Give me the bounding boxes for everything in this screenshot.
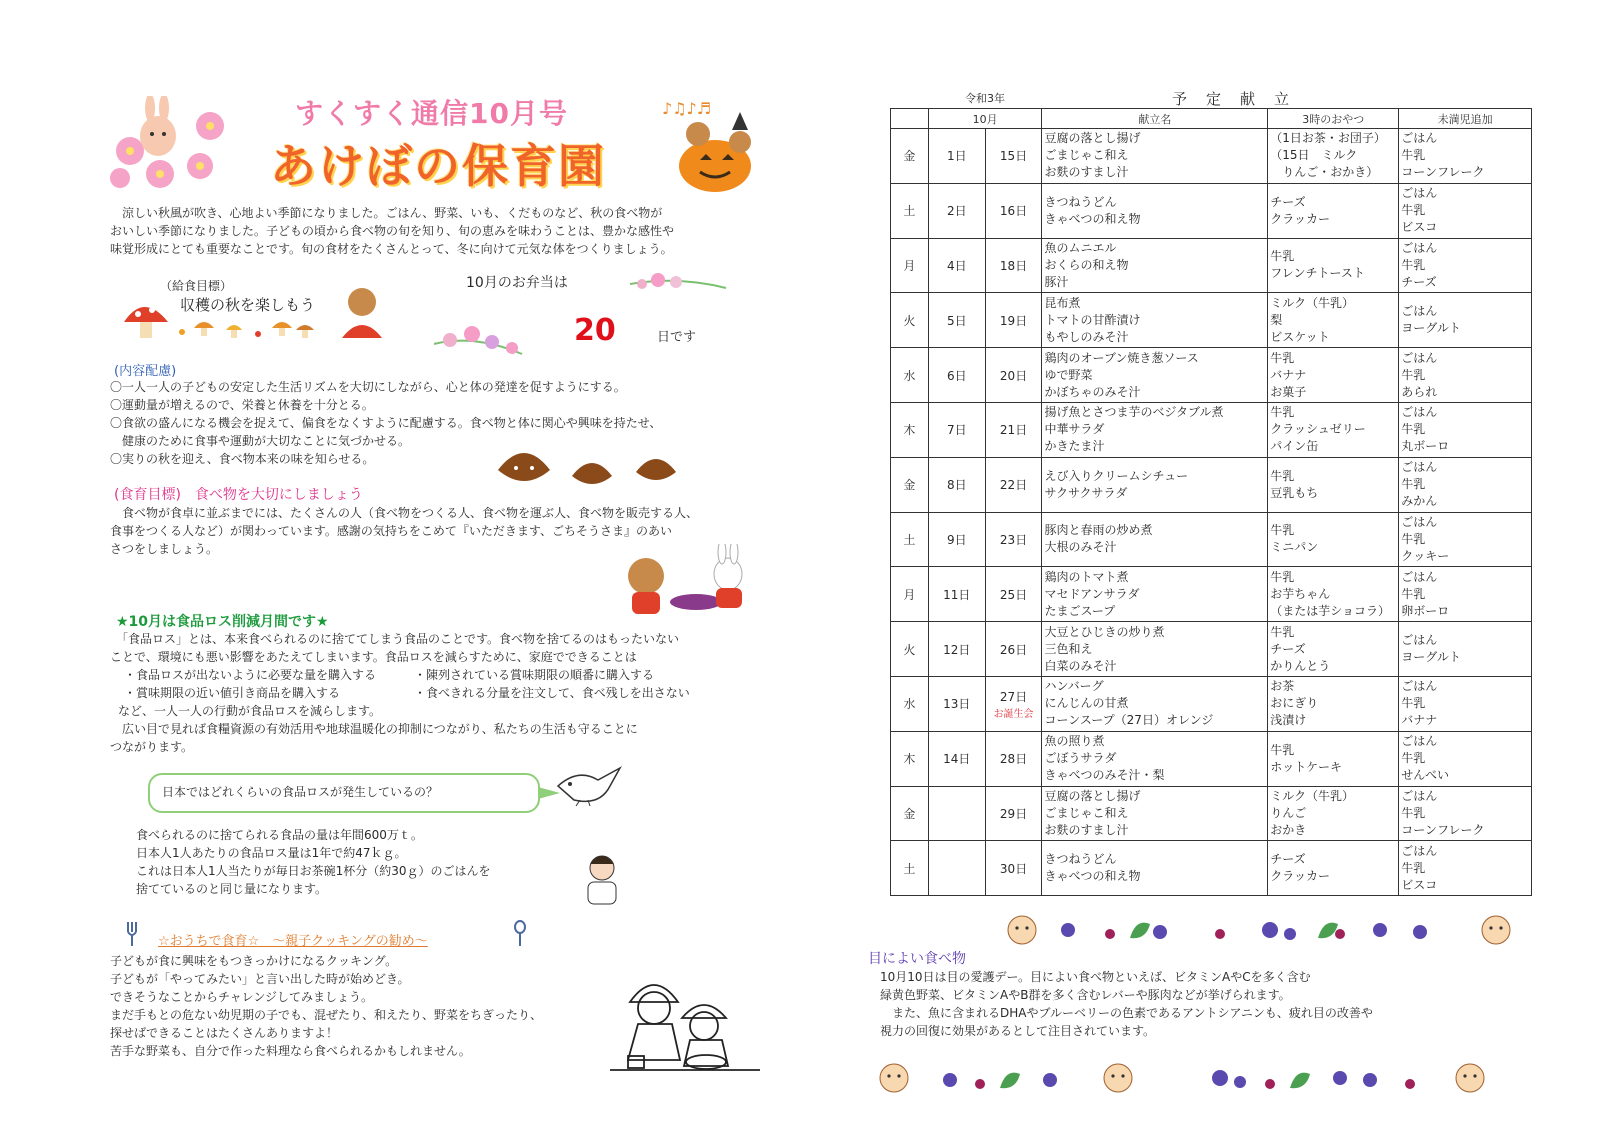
- menu-cell-snack: [1268, 183, 1399, 238]
- answer-line: これは日本人1人当たりが毎日お茶碗1杯分（約30ｇ）のごはんを: [136, 864, 491, 878]
- menu-cell-snack-text: チーズ クラッカー: [1270, 852, 1331, 884]
- menu-cell-date1: [928, 457, 985, 512]
- menu-cell-date1-text: 14日: [943, 752, 971, 767]
- menu-cell-snack-text: 牛乳 お芋ちゃん （または芋ショコラ）: [1270, 569, 1391, 618]
- menu-cell-infant-text: ごはん 牛乳 コーンフレーク: [1401, 131, 1485, 180]
- menu-cell-infant: [1399, 567, 1532, 622]
- menu-cell-date2-text: 20日: [999, 368, 1028, 383]
- cooking-heading: ☆おうちで食育☆ ～親子クッキングの勧め～: [158, 934, 428, 949]
- menu-cell-dow: [891, 238, 929, 293]
- pumpkin-bears-illustration: [660, 96, 780, 196]
- menu-cell-infant-text: ごはん 牛乳 ビスコ: [1401, 843, 1438, 892]
- menu-cell-dish-text: 昆布煮 トマトの甘酢漬け もやしのみそ汁: [1044, 295, 1141, 344]
- menu-cell-dow-text: 金: [903, 806, 916, 821]
- menu-row: [891, 731, 1532, 786]
- menu-cell-date1-text: 8日: [946, 478, 967, 493]
- menu-cell-date2: [985, 183, 1042, 238]
- menu-cell-date1-text: 7日: [946, 423, 967, 438]
- flower-sprig-illustration-2: [430, 320, 525, 360]
- menu-cell-date1: [928, 622, 985, 677]
- menu-cell-dow-text: 木: [903, 423, 916, 438]
- menu-cell-snack: [1268, 731, 1399, 786]
- menu-cell-date2-text: 30日: [999, 861, 1028, 876]
- menu-cell-infant: [1399, 457, 1532, 512]
- menu-cell-date1-text: 2日: [946, 204, 967, 219]
- menu-cell-infant-text: ごはん 牛乳 あられ: [1401, 350, 1438, 399]
- menu-cell-date2: [985, 676, 1042, 731]
- menu-cell-dish: [1042, 567, 1268, 622]
- cooking-line: 子どもが食に興味をもつきっかけになるクッキング。: [110, 954, 398, 968]
- foodloss-line: つながります。: [110, 740, 194, 754]
- menu-cell-snack: [1268, 457, 1399, 512]
- menu-row: [891, 841, 1532, 896]
- menu-cell-snack: [1268, 512, 1399, 567]
- cooking-line: できそうなことからチャレンジしてみましょう。: [110, 990, 374, 1004]
- foodloss-bullet: ・食べきれる分量を注文して、食べ残しを出さない: [414, 686, 690, 700]
- goal-text: 収穫の秋を楽しもう: [180, 296, 316, 314]
- menu-cell-date1-text: 12日: [943, 642, 971, 657]
- menu-cell-date1: [928, 512, 985, 567]
- menu-cell-dish-text: 魚のムニエル おくらの和え物 豚汁: [1044, 240, 1129, 289]
- menu-cell-date2: [985, 731, 1042, 786]
- menu-cell-date2-text: 28日: [999, 752, 1028, 767]
- menu-cell-infant: [1399, 622, 1532, 677]
- menu-cell-dish: [1042, 293, 1268, 348]
- cooking-line: まだ手もとの危ない幼児期の子でも、混ぜたり、和えたり、野菜をちぎったり、: [110, 1008, 543, 1022]
- menu-cell-dish-text: 豚肉と春雨の炒め煮 大根のみそ汁: [1044, 523, 1153, 555]
- menu-cell-snack-text: 牛乳 フレンチトースト: [1270, 249, 1365, 281]
- menu-cell-infant-text: ごはん 牛乳 コーンフレーク: [1401, 788, 1485, 837]
- menu-cell-date2-text: 21日: [999, 423, 1028, 438]
- menu-cell-dow-text: 土: [903, 532, 916, 547]
- cooking-line: 探せばできることはたくさんありますよ！: [110, 1026, 339, 1040]
- menu-cell-snack-text: ミルク（牛乳） りんご おかき: [1270, 788, 1355, 837]
- menu-cell-dish-text: 魚の照り煮 ごぼうサラダ きゃべつのみそ汁・梨: [1044, 734, 1165, 783]
- bento-label: 10月のお弁当は: [466, 275, 568, 291]
- menu-cell-date2-text: 27日: [999, 689, 1028, 704]
- mushroom-bear-illustration: [120, 282, 390, 352]
- menu-cell-date1: [928, 129, 985, 184]
- menu-table: [890, 108, 1532, 896]
- bird-illustration: [552, 760, 632, 808]
- menu-cell-snack-text: （1日お茶・お団子） （15日 ミルク りんご・おかき）: [1270, 131, 1386, 180]
- menu-cell-infant-text: ごはん 牛乳 クッキー: [1401, 514, 1450, 563]
- menu-cell-date2: [985, 841, 1042, 896]
- menu-cell-date2-text: 18日: [999, 258, 1028, 273]
- menu-cell-dish: [1042, 512, 1268, 567]
- menu-cell-date1: [928, 293, 985, 348]
- menu-cell-infant: [1399, 512, 1532, 567]
- menu-cell-infant-text: ごはん 牛乳 せんべい: [1401, 734, 1449, 783]
- menu-cell-date1-text: 4日: [946, 258, 967, 273]
- foodloss-line: など、一人一人の行動が食品ロスを減らします。: [118, 704, 382, 718]
- menu-row: [891, 512, 1532, 567]
- menu-cell-dish-text: きつねうどん きゃべつの和え物: [1044, 852, 1141, 884]
- menu-cell-date1-text: 6日: [946, 368, 967, 383]
- menu-cell-dish: [1042, 183, 1268, 238]
- foodloss-line: 広い目で見れば食糧資源の有効活用や地球温暖化の抑制につながり、私たちの生活も守ることに: [110, 722, 638, 736]
- bento-suffix: 日です: [657, 330, 697, 345]
- menu-row: [891, 183, 1532, 238]
- menu-cell-dow: [891, 512, 929, 567]
- menu-row: [891, 622, 1532, 677]
- menu-cell-snack: [1268, 238, 1399, 293]
- menu-cell-snack: [1268, 841, 1399, 896]
- menu-cell-date2: [985, 457, 1042, 512]
- menu-cell-infant: [1399, 129, 1532, 184]
- answer-line: 捨てているのと同じ量になります。: [136, 882, 328, 896]
- menu-cell-dow-text: 月: [903, 587, 916, 602]
- menu-row: [891, 457, 1532, 512]
- menu-cell-infant: [1399, 402, 1532, 457]
- menu-cell-snack: [1268, 567, 1399, 622]
- foodloss-line: 「食品ロス」とは、本来食べられるのに捨ててしまう食品のことです。食べ物を捨てるのはもったいない: [110, 632, 680, 646]
- eye-food-heading: 目によい食べ物: [868, 951, 966, 967]
- menu-cell-date2: [985, 238, 1042, 293]
- menu-cell-infant: [1399, 786, 1532, 841]
- menu-cell-dish-text: 鶏肉のオーブン焼き葱ソース ゆで野菜 かぼちゃのみそ汁: [1044, 350, 1199, 399]
- question-bubble: [148, 773, 540, 813]
- menu-cell-dow: [891, 402, 929, 457]
- menu-cell-dow-text: 火: [903, 642, 916, 657]
- eye-food-line: 視力の回復に効果があるとして注目されています。: [880, 1024, 1156, 1038]
- menu-cell-date2-text: 25日: [999, 587, 1028, 602]
- menu-cell-date1: [928, 676, 985, 731]
- menu-cell-date2: [985, 293, 1042, 348]
- menu-cell-snack-text: 牛乳 ホットケーキ: [1270, 742, 1343, 774]
- menu-cell-date2: [985, 129, 1042, 184]
- menu-row: [891, 786, 1532, 841]
- menu-cell-dish-text: 鶏肉のトマト煮 マセドアンサラダ たまごスープ: [1044, 569, 1140, 618]
- menu-cell-date2: [985, 786, 1042, 841]
- bento-day: 20: [574, 313, 616, 348]
- intro-line-3: 味覚形成にとても重要なことです。旬の食材をたくさんとって、冬に向けて元気な体をつくりましょう。: [110, 242, 673, 256]
- menu-cell-dow: [891, 183, 929, 238]
- menu-cell-date2-text: 26日: [999, 642, 1028, 657]
- menu-cell-dow: [891, 841, 929, 896]
- fruit-border-bottom: [870, 1058, 1520, 1098]
- flower-sprig-illustration: [628, 268, 728, 296]
- menu-cell-date1: [928, 348, 985, 403]
- menu-cell-date2: [985, 348, 1042, 403]
- foodloss-line: ことで、環境にも悪い影響をあたえてしまいます。食品ロスを減らすために、家庭でできることは: [110, 650, 637, 664]
- menu-cell-date1-text: 1日: [946, 149, 967, 164]
- menu-cell-date2: [985, 402, 1042, 457]
- menu-cell-dow-text: 金: [903, 149, 916, 164]
- menu-row: [891, 402, 1532, 457]
- menu-cell-infant-text: ごはん 牛乳 卵ボーロ: [1401, 569, 1450, 618]
- menu-cell-dow-text: 土: [903, 204, 916, 219]
- menu-cell-infant: [1399, 676, 1532, 731]
- intro-line-2: おいしい季節になりました。子どもの頃から食べ物の旬を知り、旬の恵みを味わうことは、豊かな感性や: [110, 224, 675, 238]
- menu-cell-infant: [1399, 183, 1532, 238]
- menu-cell-date2-text: 23日: [999, 532, 1028, 547]
- menu-cell-dow: [891, 786, 929, 841]
- menu-cell-dish: [1042, 786, 1268, 841]
- naiyo-line: 〇実りの秋を迎え、食べ物本来の味を知らせる。: [110, 452, 375, 466]
- spoon-icon: [510, 920, 530, 948]
- menu-cell-snack: [1268, 129, 1399, 184]
- menu-cell-date1: [928, 731, 985, 786]
- cooking-line: 子どもが「やってみたい」と言い出した時が始めどき。: [110, 972, 410, 986]
- menu-cell-date1-text: 9日: [946, 532, 967, 547]
- menu-cell-dow-text: 月: [903, 258, 916, 273]
- menu-header-snack: 3時のおやつ: [1268, 109, 1399, 129]
- menu-cell-infant: [1399, 841, 1532, 896]
- eye-food-line: 緑黄色野菜、ビタミンAやB群を多く含むレバーや豚肉などが挙げられます。: [880, 988, 1291, 1002]
- menu-cell-dish: [1042, 676, 1268, 731]
- shokuiku-line: 食べ物が食卓に並ぶまでには、たくさんの人（食べ物をつくる人、食べ物を運ぶ人、食べ物を販売する人、: [110, 506, 699, 520]
- menu-cell-dow: [891, 293, 929, 348]
- shokuiku-line: さつをしましょう。: [110, 542, 219, 556]
- menu-cell-dow: [891, 348, 929, 403]
- chestnuts-illustration: [494, 440, 684, 490]
- cooking-line: 苦手な野菜も、自分で作った料理なら食べられるかもしれません。: [110, 1044, 471, 1058]
- menu-cell-infant-text: ごはん 牛乳 みかん: [1401, 460, 1438, 509]
- intro-line-1: 涼しい秋風が吹き、心地よい季節になりました。ごはん、野菜、いも、くだものなど、秋の食べ物が: [110, 206, 663, 220]
- naiyo-line: 〇一人一人の子どもの安定した生活リズムを大切にしながら、心と体の発達を促すようにする。: [110, 380, 626, 394]
- menu-cell-dow-text: 木: [903, 752, 916, 767]
- kids-cooking-illustration: [610, 966, 760, 1074]
- menu-cell-date2-text: 22日: [999, 478, 1028, 493]
- menu-cell-snack: [1268, 622, 1399, 677]
- menu-cell-dow-text: 金: [903, 478, 916, 493]
- naiyo-line: 〇運動量が増えるので、栄養と休養を十分とる。: [110, 398, 374, 412]
- menu-cell-dish: [1042, 731, 1268, 786]
- shokuiku-line: 食事をつくる人など）が関わっています。感謝の気持ちをこめて『いただきます、ごちそうさま』のあい: [110, 524, 672, 538]
- menu-cell-snack-text: 牛乳 クラッシュゼリー パイン缶: [1270, 405, 1366, 454]
- menu-cell-snack-text: チーズ クラッカー: [1270, 194, 1331, 226]
- menu-cell-snack: [1268, 293, 1399, 348]
- menu-cell-infant-text: ごはん ヨーグルト: [1401, 304, 1461, 336]
- fork-icon: [122, 920, 142, 948]
- menu-cell-dow-text: 水: [903, 697, 916, 712]
- menu-row: [891, 238, 1532, 293]
- menu-row: [891, 348, 1532, 403]
- menu-cell-date1: [928, 183, 985, 238]
- fruit-border-top: [1000, 910, 1520, 950]
- naiyo-heading: (内容配慮): [114, 364, 177, 379]
- menu-cell-infant: [1399, 293, 1532, 348]
- menu-header-month: 10月: [928, 109, 1042, 129]
- menu-cell-date1: [928, 238, 985, 293]
- menu-cell-dish-text: 大豆とひじきの炒り煮 三色和え 白菜のみそ汁: [1044, 624, 1165, 673]
- menu-cell-snack: [1268, 402, 1399, 457]
- menu-cell-snack-text: 牛乳 チーズ かりんとう: [1270, 624, 1331, 673]
- menu-cell-dish: [1042, 841, 1268, 896]
- menu-cell-snack-text: ミルク（牛乳） 梨 ビスケット: [1270, 295, 1355, 344]
- naiyo-line: 健康のために食事や運動が大切なことに気づかせる。: [110, 434, 411, 448]
- menu-cell-infant: [1399, 731, 1532, 786]
- goal-label: （給食目標）: [160, 279, 233, 293]
- menu-cell-dish-text: ハンバーグ にんじんの甘煮 コーンスープ（27日）オレンジ: [1044, 679, 1214, 728]
- menu-cell-dow: [891, 129, 929, 184]
- menu-cell-dow-text: 火: [903, 313, 916, 328]
- menu-cell-dow: [891, 676, 929, 731]
- menu-cell-dish-text: えび入りクリームシチュー サクサクサラダ: [1044, 468, 1189, 500]
- menu-cell-infant-text: ごはん 牛乳 バナナ: [1401, 679, 1438, 728]
- foodloss-bullet: ・陳列されている賞味期限の順番に購入する: [414, 668, 655, 682]
- menu-cell-dish-text: 豆腐の落とし揚げ ごまじゃこ和え お麩のすまし汁: [1044, 788, 1141, 837]
- menu-cell-snack: [1268, 786, 1399, 841]
- menu-cell-date2: [985, 622, 1042, 677]
- menu-cell-dish: [1042, 402, 1268, 457]
- bear-bunny-sweetpotato-illustration: [616, 544, 756, 624]
- menu-cell-dish-text: 豆腐の落とし揚げ ごまじゃこ和え お麩のすまし汁: [1044, 131, 1141, 180]
- menu-cell-dish: [1042, 622, 1268, 677]
- menu-era: 令和3年: [965, 92, 1005, 105]
- svg-text:♪♫♪♬: ♪♫♪♬: [662, 99, 712, 118]
- menu-header-dish: 献立名: [1042, 109, 1268, 129]
- answer-line: 食べられるのに捨てられる食品の量は年間600万ｔ。: [136, 828, 423, 842]
- menu-cell-date1-text: 11日: [943, 587, 971, 602]
- menu-cell-dish: [1042, 457, 1268, 512]
- newsletter-subtitle: すくすく通信10月号: [295, 97, 568, 130]
- menu-cell-date2: [985, 512, 1042, 567]
- menu-cell-date2-text: 16日: [999, 204, 1028, 219]
- menu-cell-dish-text: きつねうどん きゃべつの和え物: [1044, 194, 1141, 226]
- menu-cell-dow: [891, 567, 929, 622]
- menu-cell-date2-text: 29日: [999, 806, 1028, 821]
- menu-cell-dish: [1042, 129, 1268, 184]
- menu-cell-date1: [928, 567, 985, 622]
- menu-cell-date2-text: 15日: [999, 149, 1028, 164]
- menu-row: [891, 676, 1532, 731]
- menu-cell-dow: [891, 622, 929, 677]
- menu-cell-infant-text: ごはん ヨーグルト: [1401, 633, 1461, 665]
- menu-cell-infant-text: ごはん 牛乳 チーズ: [1401, 240, 1438, 289]
- menu-cell-dow: [891, 731, 929, 786]
- menu-row: [891, 129, 1532, 184]
- foodloss-bullet: ・賞味期限の近い値引き商品を購入する: [124, 686, 341, 700]
- foodloss-bullet: ・食品ロスが出ないように必要な量を購入する: [124, 668, 377, 682]
- menu-cell-dow: [891, 457, 929, 512]
- menu-cell-date2: [985, 567, 1042, 622]
- menu-cell-date1-text: 5日: [946, 313, 967, 328]
- foodloss-heading: ★10月は食品ロス削減月間です★: [116, 614, 329, 630]
- newsletter-title: あけぼの保育園: [270, 139, 606, 193]
- menu-cell-dish: [1042, 238, 1268, 293]
- teacher-illustration: [578, 848, 628, 906]
- menu-row: [891, 293, 1532, 348]
- menu-cell-infant: [1399, 238, 1532, 293]
- menu-cell-dish-text: 揚げ魚とさつま芋のベジタブル煮 中華サラダ かきたま汁: [1044, 405, 1224, 454]
- menu-cell-snack-text: 牛乳 ミニパン: [1270, 523, 1319, 555]
- menu-title: 予 定 献 立: [1172, 90, 1292, 108]
- menu-cell-snack-text: 牛乳 バナナ お菓子: [1270, 350, 1307, 399]
- menu-header-dow: [891, 109, 929, 129]
- shokuiku-heading: (食育目標) 食べ物を大切にしましょう: [114, 487, 363, 503]
- menu-row: [891, 567, 1532, 622]
- menu-cell-date1: [928, 786, 985, 841]
- menu-cell-snack-text: お茶 おにぎり 浅漬け: [1270, 679, 1319, 728]
- menu-cell-infant-text: ごはん 牛乳 丸ボーロ: [1401, 405, 1450, 454]
- menu-cell-snack: [1268, 348, 1399, 403]
- menu-cell-dow-text: 水: [903, 368, 916, 383]
- menu-cell-date1: [928, 841, 985, 896]
- menu-cell-dish: [1042, 348, 1268, 403]
- flowers-bunny-illustration: [100, 96, 235, 196]
- menu-cell-snack-text: 牛乳 豆乳もち: [1270, 468, 1319, 500]
- menu-cell-date1-text: 13日: [943, 697, 971, 712]
- menu-header-infant: 未満児追加: [1399, 109, 1532, 129]
- naiyo-line: 〇食欲の盛んになる機会を捉えて、偏食をなくすように配慮する。食べ物と体に関心や興味を持たせ、: [110, 416, 662, 430]
- menu-cell-infant-text: ごはん 牛乳 ビスコ: [1401, 186, 1438, 235]
- menu-cell-snack: [1268, 676, 1399, 731]
- menu-cell-dow-text: 土: [903, 861, 916, 876]
- eye-food-line: また、魚に含まれるDHAやブルーベリーの色素であるアントシアニンも、疲れ目の改善や: [880, 1006, 1373, 1020]
- answer-line: 日本人1人あたりの食品ロス量は1年で約47ｋｇ。: [136, 846, 407, 860]
- question-text: 日本ではどれくらいの食品ロスが発生しているの？: [162, 785, 439, 799]
- menu-cell-infant: [1399, 348, 1532, 403]
- birthday-event-label: お誕生会: [993, 708, 1034, 720]
- menu-cell-date1: [928, 402, 985, 457]
- eye-food-line: 10月10日は目の愛護デー。目によい食べ物といえば、ビタミンAやCを多く含む: [868, 970, 1311, 984]
- menu-cell-date2-text: 19日: [999, 313, 1028, 328]
